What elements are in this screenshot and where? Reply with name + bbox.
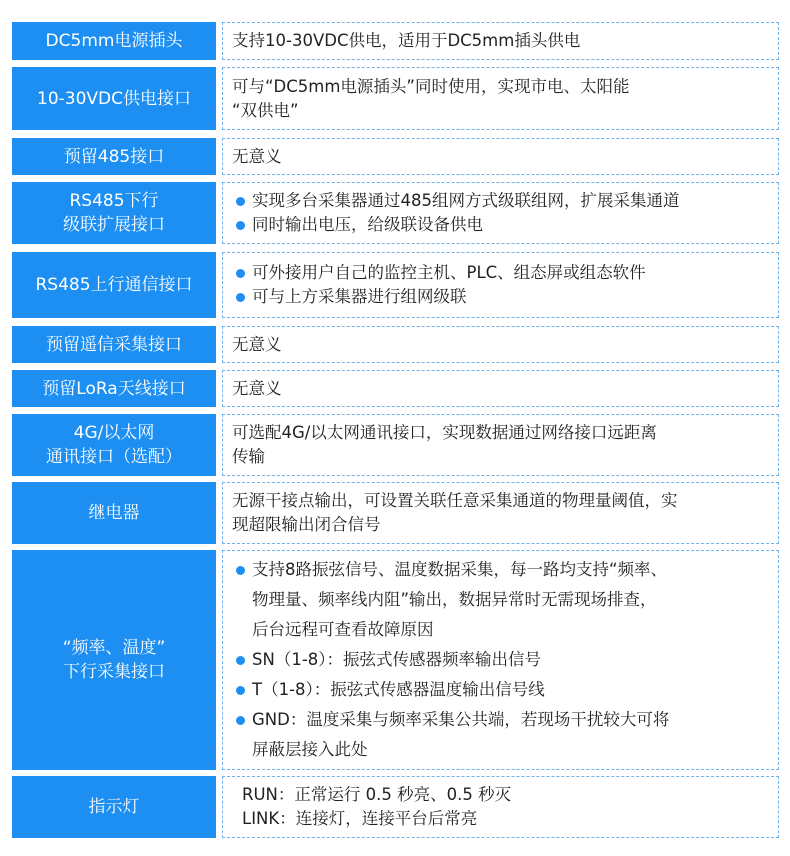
list-item: 可与上方采集器进行组网级联 — [232, 285, 772, 309]
row-description — [222, 182, 779, 244]
table-row — [12, 326, 779, 363]
row-label: RS485下行 级联扩展接口 — [12, 182, 216, 244]
list-item: GND：温度采集与频率采集公共端，若现场干扰较大可将 — [232, 705, 772, 735]
bullet-list — [232, 189, 772, 237]
row-description: 可与“DC5mm电源插头”同时使用，实现市电、太阳能 “双供电” — [222, 67, 779, 130]
row-label: “频率、温度” 下行采集接口 — [12, 550, 216, 770]
row-description: 无意义 — [222, 326, 779, 363]
table-row — [12, 67, 779, 130]
run-led-description: RUN：正常运行 0.5 秒亮、0.5 秒灭 — [242, 785, 512, 804]
list-item: 实现多台采集器通过485组网方式级联组网，扩展采集通道 — [232, 189, 772, 213]
list-item-continuation: 物理量、频率线内阻”输出，数据异常时无需现场排查， — [252, 590, 657, 609]
row-label: 预留LoRa天线接口 — [12, 370, 216, 407]
row-label: 指示灯 — [12, 776, 216, 838]
list-item: 支持8路振弦信号、温度数据采集，每一路均支持“频率、 — [232, 555, 772, 585]
row-label: DC5mm电源插头 — [12, 22, 216, 60]
row-description: 无意义 — [222, 138, 779, 175]
list-item: T（1-8）：振弦式传感器温度输出信号线 — [232, 675, 772, 705]
table-row — [12, 550, 779, 770]
row-description: 可选配4G/以太网通讯接口，实现数据通过网络接口远距离 传输 — [222, 414, 779, 476]
table-row — [12, 138, 779, 175]
table-row — [12, 22, 779, 60]
row-description: 无源干接点输出，可设置关联任意采集通道的物理量阈值，实 现超限输出闭合信号 — [222, 482, 779, 544]
table-row — [12, 182, 779, 244]
table-row — [12, 776, 779, 838]
row-description — [222, 550, 779, 770]
row-label: 4G/以太网 通讯接口（选配） — [12, 414, 216, 476]
row-label: 预留遥信采集接口 — [12, 326, 216, 363]
list-item: SN（1-8）：振弦式传感器频率输出信号 — [232, 645, 772, 675]
row-label: RS485上行通信接口 — [12, 252, 216, 318]
row-description — [222, 776, 779, 838]
table-row — [12, 482, 779, 544]
row-description — [222, 252, 779, 318]
row-description: 无意义 — [222, 370, 779, 407]
table-row — [12, 370, 779, 407]
row-label: 10-30VDC供电接口 — [12, 67, 216, 130]
bullet-list — [232, 555, 772, 765]
list-item-continuation: 后台远程可查看故障原因 — [252, 620, 434, 639]
bullet-list — [232, 261, 772, 309]
list-item-continuation: 屏蔽层接入此处 — [252, 740, 368, 759]
row-description: 支持10-30VDC供电，适用于DC5mm插头供电 — [222, 22, 779, 60]
link-led-description: LINK：连接灯，连接平台后常亮 — [242, 809, 478, 828]
table-row — [12, 414, 779, 476]
list-item: 同时输出电压，给级联设备供电 — [232, 213, 772, 237]
list-item: 可外接用户自己的监控主机、PLC、组态屏或组态软件 — [232, 261, 772, 285]
table-row — [12, 252, 779, 318]
row-label: 预留485接口 — [12, 138, 216, 175]
row-label: 继电器 — [12, 482, 216, 544]
